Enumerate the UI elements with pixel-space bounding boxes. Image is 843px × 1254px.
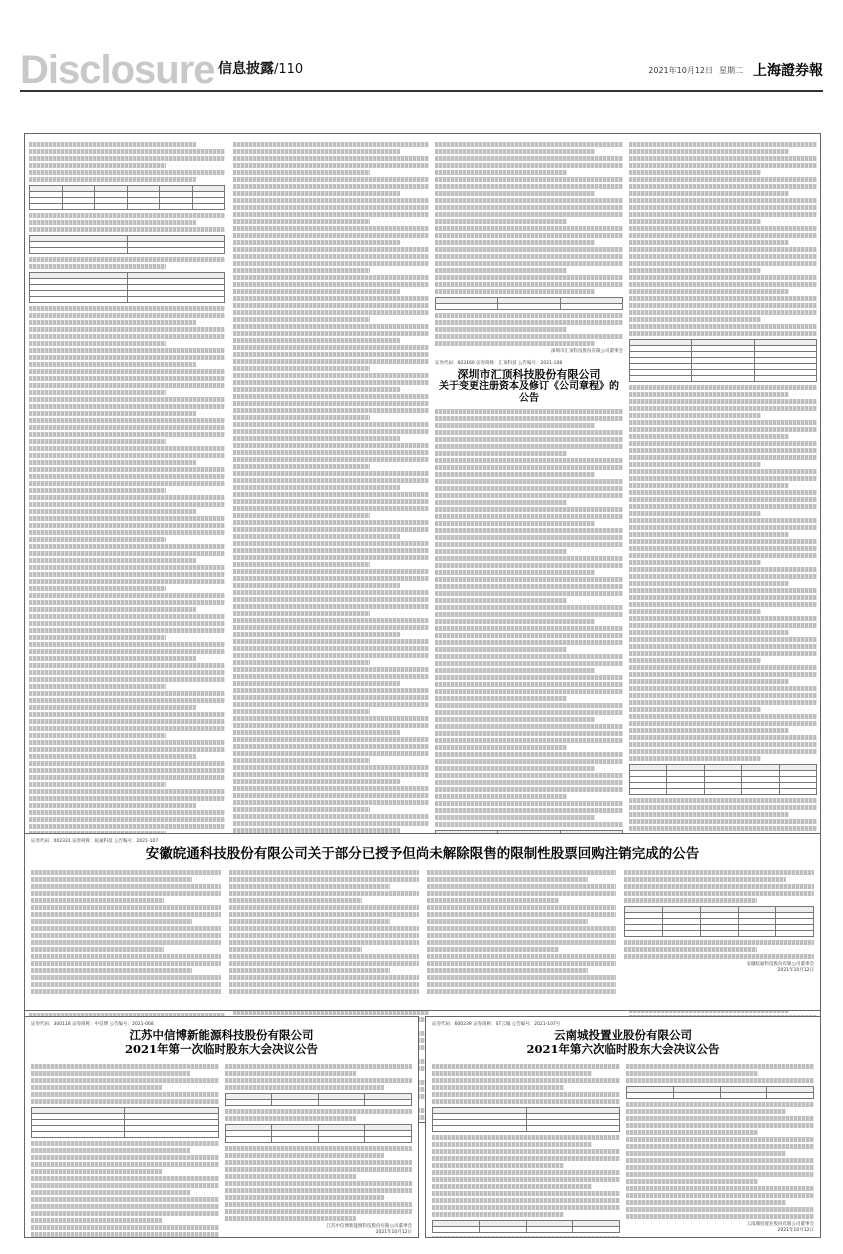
signer: 安徽皖通科技股份有限公司董事会 [746,962,814,968]
notice-anhui [24,833,821,1011]
notice-title: 2021年第六次临时股东大会决议公告 [526,1041,720,1056]
section-brand: Disclosure [20,48,215,92]
proposal-table [629,339,817,382]
signer: 云南城投置业股份有限公司董事会 [746,1221,814,1227]
vote-table-1 [225,1093,413,1106]
attendance-table [432,1107,620,1132]
notice-jiangsu [24,1016,419,1238]
section-title [218,58,303,78]
code-line: 证券代码：300118 证券简称：中信博 公告编号：2021-068 [31,1022,154,1027]
code-line: 证券代码：002331 证券简称：皖通科技 公告编号：2021-107 [31,839,159,844]
share-structure-table [624,906,814,937]
section-name: 信息披露 [218,61,274,77]
vote-table-2 [225,1124,413,1143]
attendance-table [31,1107,219,1138]
proxy-form-table [629,764,817,795]
incentive-table [29,185,225,210]
vote-table-1 [432,1220,620,1233]
masthead-meta [648,60,823,80]
notice-shenzhen-articles [435,360,623,899]
sign-date: 2021年10月12日 [777,1227,814,1233]
issue-date: 2021年10月12日 [648,65,713,75]
company-name: 云南城投置业股份有限公司 [554,1028,692,1042]
ratio-table [29,272,225,303]
sign-date: 2021年10月12日 [777,968,814,974]
capital-table [435,297,623,310]
signer: 江苏中信博新能源科技股份有限公司董事会 [326,1223,412,1229]
vote-table-2 [626,1086,814,1099]
code-line: 证券代码：603160 证券简称：汇顶科技 公告编号：2021-108 [435,361,563,366]
rating-table [29,235,225,254]
notice-title: 安徽皖通科技股份有限公司关于部分已授予但尚未解除限售的限制性股票回购注销完成的公告 [145,846,700,862]
notice-title: 关于变更注册资本及修订《公司章程》的公告 [439,381,619,405]
masthead [20,48,823,92]
company-name: 江苏中信博新能源科技股份有限公司 [129,1028,314,1042]
signer-articles-top: 深圳市汇顶科技股份有限公司董事会 [551,349,623,354]
code-line: 证券代码：600239 证券简称：ST云城 公告编号：2021-107号 [432,1022,561,1027]
newspaper-logo: 上海證券報 [753,63,823,79]
issue-weekday: 星期二 [719,65,743,75]
notice-title: 2021年第一次临时股东大会决议公告 [124,1041,318,1056]
notice-yunnan [425,1016,821,1238]
company-name: 深圳市汇顶科技股份有限公司 [457,368,601,381]
sign-date: 2021年10月12日 [375,1229,412,1235]
page-number: /110 [274,62,304,77]
